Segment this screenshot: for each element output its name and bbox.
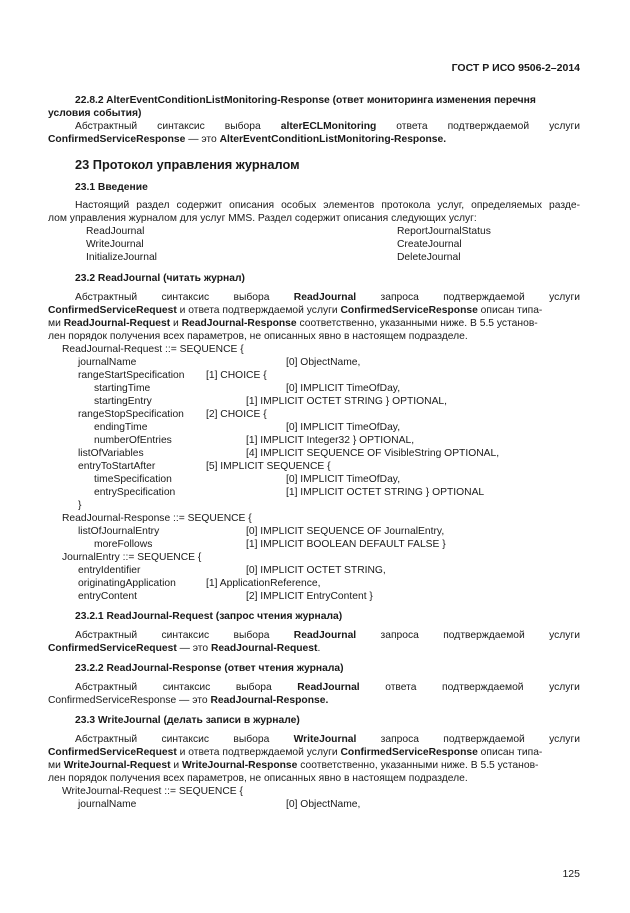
code-line: entryContent [2] IMPLICIT EntryContent }: [78, 591, 373, 603]
code-line: originatingApplication [1] ApplicationReference,: [78, 578, 321, 590]
services-list: [48, 226, 580, 265]
code-line: JournalEntry ::= SEQUENCE {: [62, 552, 202, 564]
code-line: rangeStartSpecification [1] CHOICE {: [78, 370, 267, 382]
paragraph-line: ConfirmedServiceResponse — это AlterEventConditionListMonitoring-Response.: [48, 133, 447, 145]
paragraph-line: лен порядок получения всех параметров, не описанных явно в настоящем подразделе.: [48, 330, 468, 342]
code-line: startingEntry [1] IMPLICIT OCTET STRING } OPTIONAL,: [94, 396, 448, 408]
subsection-23-2-1-title: 23.2.1 ReadJournal-Request (запрос чтения журнала): [75, 611, 343, 623]
paragraph-line: Абстрактный синтаксис выбора WriteJournal запроса подтверждаемой услуги: [75, 733, 580, 745]
paragraph-line: ми WriteJournal-Request и WriteJournal-Response соответственно, указанными ниже. В 5.5 установ-: [48, 759, 539, 771]
page-number: 125: [562, 868, 580, 880]
document-code-header: ГОСТ Р ИСО 9506-2–2014: [451, 62, 580, 74]
code-line: ReadJournal-Request ::= SEQUENCE {: [62, 344, 244, 356]
code-line: numberOfEntries [1] IMPLICIT Integer32 } OPTIONAL,: [94, 435, 415, 447]
code-line: listOfVariables [4] IMPLICIT SEQUENCE OF VisibleString OPTIONAL,: [78, 448, 500, 460]
code-line: WriteJournal-Request ::= SEQUENCE {: [62, 786, 243, 798]
section-23-title: 23 Протокол управления журналом: [75, 156, 300, 172]
code-line: endingTime [0] IMPLICIT TimeOfDay,: [94, 422, 401, 434]
paragraph-line: Абстрактный синтаксис выбора ReadJournal запроса подтверждаемой услуги: [75, 291, 580, 303]
code-line: startingTime [0] IMPLICIT TimeOfDay,: [94, 383, 401, 395]
subsection-23-2-title: 23.2 ReadJournal (читать журнал): [75, 272, 245, 284]
paragraph-line: ConfirmedServiceRequest — это ReadJournal-Request.: [48, 643, 321, 655]
list-item: WriteJournal CreateJournal: [86, 239, 462, 251]
code-line: journalName [0] ObjectName,: [78, 357, 361, 369]
paragraph-line: Абстрактный синтаксис выбора alterECLMonitoring ответа подтверждаемой услуги: [75, 120, 580, 132]
paragraph-line: ми ReadJournal-Request и ReadJournal-Response соответственно, указанными ниже. В 5.5 установ-: [48, 317, 538, 329]
paragraph-line: Настоящий раздел содержит описания особых элементов протокола услуг, определяемых разде-: [75, 200, 580, 212]
subsection-22-8-2-title: 22.8.2 AlterEventConditionListMonitoring-Response (ответ мониторинга изменения перечня условия события): [48, 95, 536, 119]
asn1-code-block: [48, 786, 580, 812]
paragraph-line: ConfirmedServiceResponse — это ReadJournal-Response.: [48, 694, 329, 706]
code-line: entrySpecification [1] IMPLICIT OCTET STRING } OPTIONAL: [94, 487, 485, 499]
asn1-code-block: [48, 344, 580, 604]
subsection-23-1-title: 23.1 Введение: [75, 181, 148, 193]
code-line: rangeStopSpecification [2] CHOICE {: [78, 409, 267, 421]
paragraph-line: Абстрактный синтаксис выбора ReadJournal запроса подтверждаемой услуги: [75, 630, 580, 642]
paragraph-line: Абстрактный синтаксис выбора ReadJournal ответа подтверждаемой услуги: [75, 682, 580, 694]
code-line: moreFollows [1] IMPLICIT BOOLEAN DEFAULT FALSE }: [94, 539, 446, 551]
paragraph-line: лен порядок получения всех параметров, не описанных явно в настоящем подразделе.: [48, 772, 468, 784]
code-line: entryIdentifier [0] IMPLICIT OCTET STRING,: [78, 565, 386, 577]
code-line: }: [78, 500, 82, 512]
code-line: ReadJournal-Response ::= SEQUENCE {: [62, 513, 252, 525]
paragraph-line: ConfirmedServiceRequest и ответа подтверждаемой услуги ConfirmedServiceResponse описан типа-: [48, 304, 543, 316]
code-line: timeSpecification [0] IMPLICIT TimeOfDay,: [94, 474, 401, 486]
paragraph-line: ConfirmedServiceRequest и ответа подтверждаемой услуги ConfirmedServiceResponse описан типа-: [48, 746, 543, 758]
paragraph-line: лом управления журналом для услуг MMS. Раздел содержит описания следующих услуг:: [48, 213, 477, 225]
code-line: entryToStartAfter [5] IMPLICIT SEQUENCE {: [78, 461, 331, 473]
page-content: [48, 95, 580, 812]
list-item: InitializeJournal DeleteJournal: [86, 252, 461, 264]
subsection-23-3-title: 23.3 WriteJournal (делать записи в журнале): [75, 714, 300, 726]
code-line: listOfJournalEntry [0] IMPLICIT SEQUENCE OF JournalEntry,: [78, 526, 445, 538]
code-line: journalName [0] ObjectName,: [78, 799, 361, 811]
subsection-23-2-2-title: 23.2.2 ReadJournal-Response (ответ чтения журнала): [75, 663, 344, 675]
list-item: ReadJournal ReportJournalStatus: [86, 226, 491, 238]
